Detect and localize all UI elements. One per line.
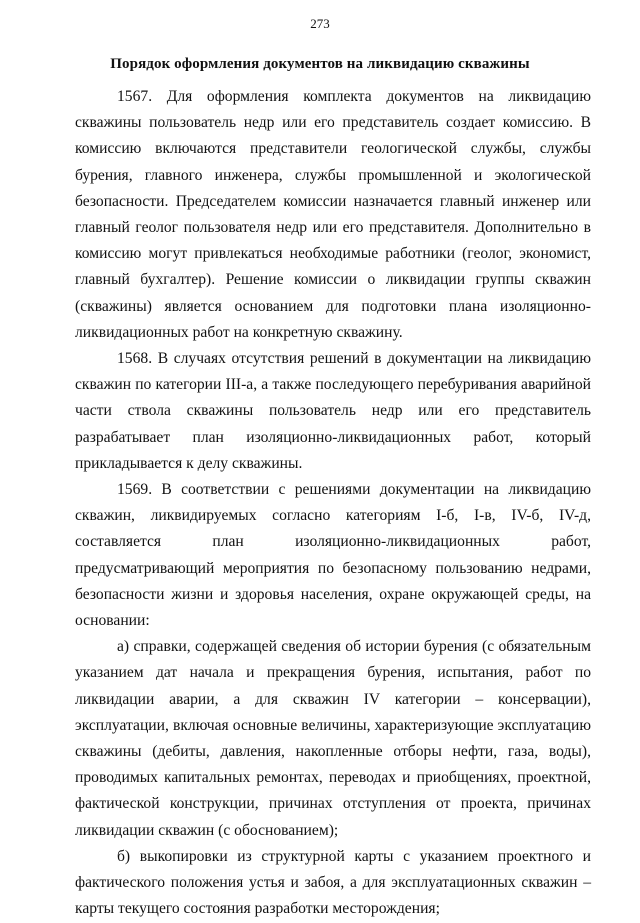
section-title: Порядок оформления документов на ликвидацию скважины [110, 56, 530, 72]
body-text [75, 84, 591, 923]
paragraph-1569: 1569. В соответствии с решениями документации на ликвидацию скважин, ликвидируемых согласно категориям I-б, I-в, IV-б, IV-д, составляется план изоляционно-ликвидационных работ, предусматривающий мероприятия по безопасному пользованию недрами, безопасности жизни и здоровья населения, охране окружающей среды, на основании: [75, 481, 591, 630]
list-item-a: а) справки, содержащей сведения об истории бурения (с обязательным указанием дат начала и прекращения бурения, испытания, работ по ликвидации аварии, а для скважин IV категории – консервации), эксплуатации, включая основные величины, характеризующие эксплуатацию скважины (дебиты, давления, накопленные отборы нефти, газа, воды), проводимых капитальных ремонтах, переводах и приобщениях, проектной, фактической конструкции, причинах отступления от проекта, причинах ликвидации скважин (с обоснованием); [75, 638, 591, 839]
paragraph-1567: 1567. Для оформления комплекта документов на ликвидацию скважины пользователь недр или его представитель создает комиссию. В комиссию включаются представители геологической службы, службы бурения, главного инженера, службы промышленной и экологической безопасности. Председателем комиссии назначается главный инженер или главный геолог пользователя недр или его представителя. Дополнительно в комиссию могут привлекаться необходимые работники (геолог, экономист, главный бухгалтер). Решение комиссии о ликвидации группы скважин (скважины) является основанием для подготовки плана изоляционно-ликвидационных работ на конкретную скважину. [75, 88, 591, 341]
list-item-b: б) выкопировки из структурной карты с указанием проектного и фактического положения устья и забоя, а для эксплуатационных скважин – карты текущего состояния разработки месторождения; [75, 847, 591, 918]
page-number: 273 [310, 16, 330, 31]
paragraph-1568: 1568. В случаях отсутствия решений в документации на ликвидацию скважин по категории III-а, а также последующего перебуривания аварийной части ствола скважины пользователь недр или его представитель разрабатывает план изоляционно-ликвидационных работ, который прикладывается к делу скважины. [75, 350, 591, 472]
